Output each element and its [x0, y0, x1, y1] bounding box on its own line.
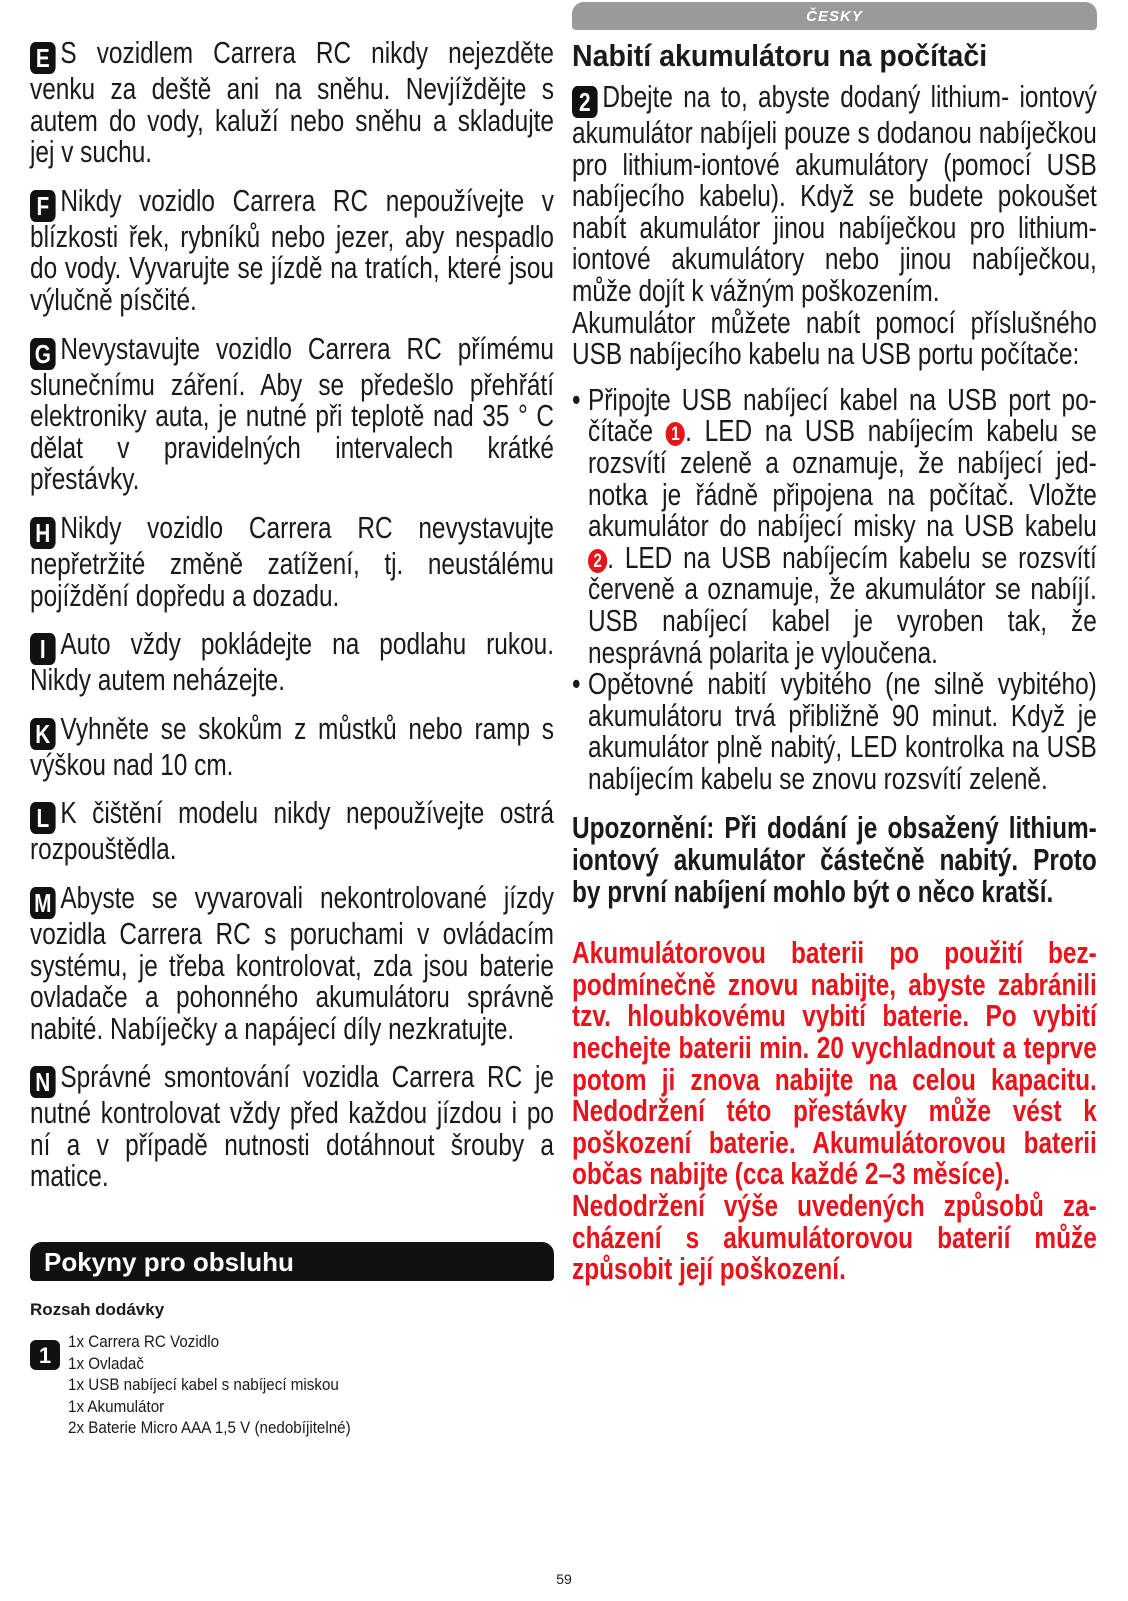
safety-text: Abyste se vyvarovali nekontrolované jízdy vozidla Carrera RC s poruchami v ovládacím systému, je třeba kontrolovat, zda jsou baterie ovladače a pohonného akumulátoru správně nabité. Nabíječky a napájecí díly nezkratujte.	[30, 880, 555, 1046]
safety-text: K čištění modelu nikdy nepoužívejte ostrá rozpouštědla.	[30, 796, 555, 867]
charging-steps	[572, 382, 1097, 796]
item-letter-badge: I	[30, 633, 56, 665]
list-item: • Opětovné nabití vybitého (ne silně vybitého) akumulátoru trvá přibližně 90 minut. Když je akumulátor plně nabitý, LED kontrolka na USB nabíjecím kabelu se znovu rozsvítí zeleně.	[572, 669, 1097, 795]
item-letter-badge: N	[30, 1066, 56, 1098]
intro-text: Dbejte na to, abyste dodaný lithium- iontový akumulátor nabíjeli pouze s dodanou nabíječkou pro lithium-iontové akumulátory (pomocí USB nabíjecího kabelu). Když se budete pokoušet nabít akumulátor jinou nabíječkou pro lithium-iontové akumulátory nebo jinou nabíječkou, může dojít k vážným poškozením.	[572, 80, 1097, 308]
list-item	[572, 382, 1097, 670]
item-letter-badge: E	[30, 42, 56, 74]
safety-item-f	[30, 183, 555, 317]
delivery-scope-list	[68, 1332, 351, 1440]
safety-notes	[30, 38, 554, 1193]
charging-intro	[572, 82, 1097, 308]
item-letter-badge: K	[30, 718, 56, 750]
item-letter-badge: G	[30, 338, 56, 370]
list-item: 1x Akumulátor	[68, 1397, 165, 1416]
safety-item-i	[30, 629, 554, 697]
delivery-scope-heading: Rozsah dodávky	[30, 1300, 165, 1319]
item-letter-badge: L	[30, 802, 56, 834]
list-item: 1x Ovladač	[68, 1354, 144, 1373]
list-item: 1x Carrera RC Vozidlo	[68, 1333, 220, 1351]
safety-item-e	[30, 38, 554, 169]
list-item: 1x USB nabíjecí kabel s nabíjecí miskou	[68, 1376, 339, 1395]
safety-text: Nikdy vozidlo Carrera RC nepoužívejte v blízkosti řek, rybníků nebo jezer, aby nespadlo do vody. Vyvarujte se jízdě na tratích, které jsou výlučně písčité.	[30, 183, 555, 317]
language-tab: ČESKY	[572, 2, 1097, 30]
safety-item-n	[30, 1062, 554, 1193]
safety-item-h	[30, 510, 555, 613]
figure-number-badge: 1	[30, 1340, 60, 1370]
list-item: 2x Baterie Micro AAA 1,5 V (nedobíjitelné)	[68, 1419, 351, 1438]
charging-body	[572, 82, 1097, 1286]
item-letter-badge: H	[30, 517, 56, 549]
figure-number-badge: 2	[572, 86, 598, 118]
battery-damage-warning: Nedodržení výše uvedených způsobů zacházení s akumulátorovou baterií může způsobit její poškození.	[572, 1189, 1097, 1287]
safety-item-k	[30, 711, 555, 782]
safety-text: S vozidlem Carrera RC nikdy nejezděte venku za deště ani na sněhu. Nevjíždějte s autem do vody, kaluží nebo sněhu a skladujte jej v suchu.	[30, 36, 555, 170]
safety-text: Auto vždy pokládejte na podlahu rukou. Nikdy autem neházejte.	[30, 627, 555, 698]
right-column	[572, 38, 1097, 1286]
step-text: . LED na USB nabíjecím kabelu se rozsvítí zeleně a oznamuje, že nabíjecí jednotka je řádně připojena na počítač. Vložte akumulátor do nabíjecí misky na USB kabelu	[588, 414, 1097, 544]
page-number: 59	[556, 1571, 572, 1587]
section-heading-operation: Pokyny pro obsluhu	[30, 1242, 554, 1281]
charging-warning: Upozornění: Při dodání je obsažený lithium-iontový akumulátor částečně nabitý. Proto by první nabíjení mohlo být o něco kratší.	[572, 811, 1097, 909]
safety-item-g	[30, 331, 555, 497]
callout-number-icon: 1	[666, 422, 685, 446]
battery-care-warning: Akumulátorovou baterii po použití bezpodmínečně znovu nabijte, abyste zabránili tzv. hloubkovému vybití baterie. Po vybití nechejte baterii min. 20 vychladnout a teprve potom ji znova nabijte na celou kapacitu. Nedodržení této přestávky může vést k poškození baterie. Akumulátorovou baterii občas nabijte (cca každé 2–3 měsíce).	[572, 936, 1097, 1192]
step-text: . LED na USB nabíjecím kabelu se rozsvítí červeně a oznamuje, že akumulátor se nabíjí. USB nabíjecí kabel je vyroben tak, že nesprávná polarita je vyloučena.	[588, 540, 1097, 670]
charging-title: Nabití akumulátoru na počítači	[572, 38, 988, 73]
callout-number-icon: 2	[588, 549, 607, 573]
safety-text: Správné smontování vozidla Carrera RC je nutné kontrolovat vždy před každou jízdou i po ní a v případě nutnosti dotáhnout šrouby a matice.	[30, 1060, 555, 1194]
charging-para2: Akumulátor můžete nabít pomocí příslušného USB nabíjecího kabelu na USB portu počítače:	[572, 305, 1097, 372]
safety-text: Nikdy vozidlo Carrera RC nevystavujte nepřetržité změně zatížení, tj. neustálému pojíždění dopředu a dozadu.	[30, 510, 555, 613]
left-column	[30, 38, 554, 1210]
safety-text: Nevystavujte vozidlo Carrera RC přímému slunečnímu záření. Aby se předešlo přehřátí elektroniky auta, je nutné při teplotě nad 35 ° C dělat v pravidelných intervalech krátké přestávky.	[30, 331, 555, 497]
item-letter-badge: F	[30, 190, 56, 222]
step-text: Připojte USB nabíjecí kabel na USB port počítače	[588, 382, 1097, 449]
safety-item-m	[30, 880, 555, 1046]
item-letter-badge: M	[30, 887, 56, 919]
safety-text: Vyhněte se skokům z můstků nebo ramp s výškou nad 10 cm.	[30, 711, 555, 782]
safety-item-l	[30, 798, 554, 866]
